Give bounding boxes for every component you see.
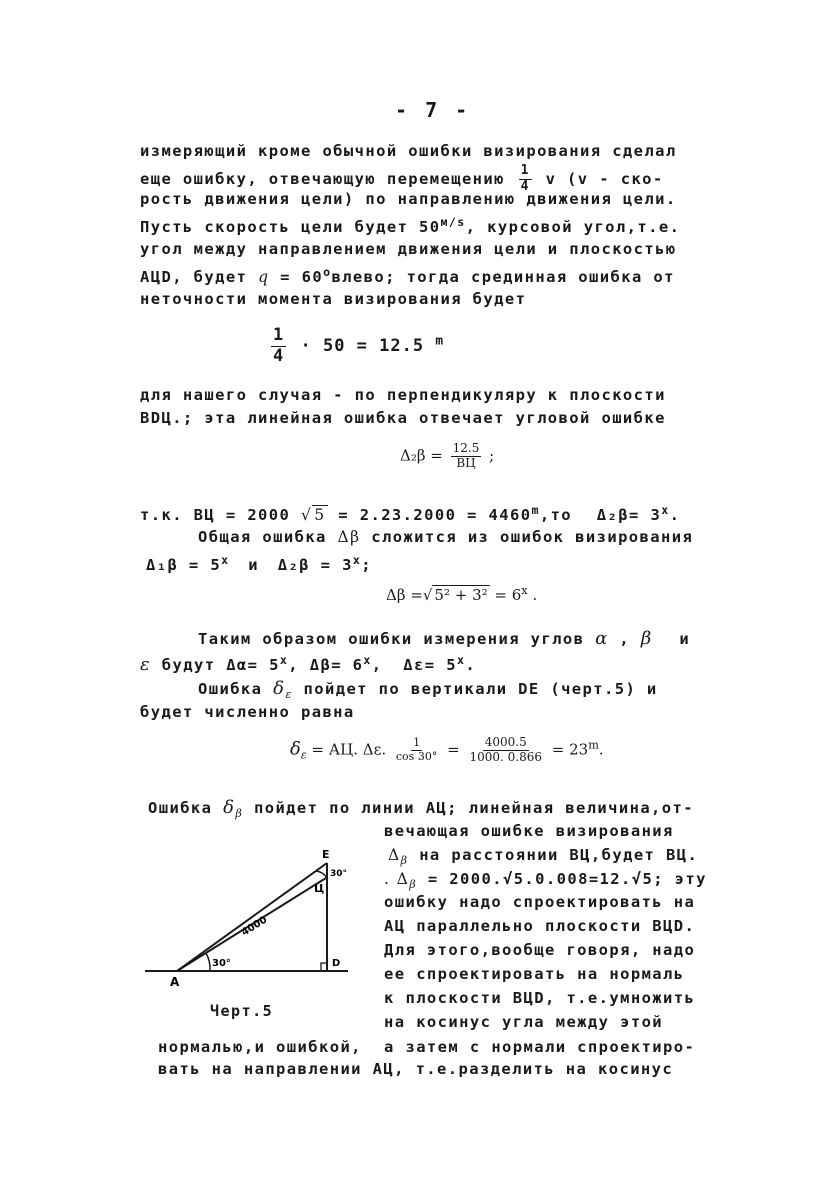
takim-a: Таким образом ошибки измерения углов bbox=[198, 630, 585, 648]
formula-3-x: x bbox=[521, 584, 528, 597]
obsh-c: сложится из ошибок визирования bbox=[371, 528, 694, 546]
right-delta-2-sub: β bbox=[409, 878, 418, 892]
speed-text: Пусть скорость цели будет 50 bbox=[140, 218, 441, 237]
text-line-d1 bbox=[146, 553, 372, 574]
right-line-10: а затем с нормали спроектиро- bbox=[384, 1038, 696, 1056]
right-delta: Δ bbox=[388, 846, 401, 864]
d1-x2: x bbox=[352, 553, 362, 567]
formula-3-lhs: Δβ = bbox=[386, 586, 423, 604]
right-line-3-text: = 2000.√5.0.008=12.√5; эту bbox=[427, 870, 707, 888]
d1-b: и bbox=[248, 556, 259, 575]
osh-de-a: Ошибка bbox=[198, 680, 263, 698]
formula-2-fraction bbox=[451, 442, 482, 471]
line-a-e bbox=[177, 863, 327, 971]
formula-1 bbox=[268, 326, 444, 366]
speed-unit: м/s bbox=[440, 215, 466, 229]
text-line-obsh bbox=[198, 528, 693, 546]
length-label: 4000 bbox=[239, 914, 270, 939]
eps-d: Δβ= 6 bbox=[309, 656, 364, 675]
formula-4-result: = 23 bbox=[551, 740, 589, 759]
tk-c: ,то bbox=[539, 506, 573, 525]
osh-ac-b: пойдет по линии АЦ; линейная величина,от- bbox=[253, 799, 694, 817]
right-line-5: АЦ параллельно плоскости ВЦD. bbox=[384, 917, 696, 935]
eps-x2: x bbox=[363, 653, 372, 667]
plane-text: АЦD, будет bbox=[140, 268, 248, 287]
bottom-left-text: нормалью,и ошибкой, bbox=[158, 1038, 362, 1056]
label-d: D bbox=[332, 958, 341, 969]
eps-e: , bbox=[371, 656, 383, 675]
tk-unit: m bbox=[531, 503, 540, 517]
formula-3-rhs: = 6 bbox=[494, 586, 522, 604]
formula-2 bbox=[400, 442, 494, 471]
direction-text: влево; тогда срединная ошибка от bbox=[331, 268, 675, 287]
tk-sqrt-arg: 5 bbox=[314, 506, 326, 525]
formula-4-unit: m bbox=[588, 738, 599, 752]
text-line-1: измеряющий кроме обычной ошибки визирования сделал bbox=[140, 142, 677, 160]
formula-3-sqrt: 5² + 3² bbox=[434, 586, 488, 604]
quarter-num: 1 bbox=[520, 163, 530, 178]
right-line-1: вечающая ошибке визирования bbox=[384, 822, 674, 840]
formula-4-f2-den: 1000. 0.866 bbox=[469, 749, 542, 764]
formula-4-f2-num: 4000.5 bbox=[484, 735, 527, 749]
eps-symbol: ε bbox=[140, 654, 152, 676]
osh-ac-a: Ошибка bbox=[148, 799, 213, 817]
text-line-3: рость движения цели) по направлению движения цели. bbox=[140, 190, 677, 208]
tk-x: x bbox=[661, 503, 670, 517]
tk-a: т.к. ВЦ = 2000 bbox=[140, 506, 291, 525]
right-line-2-text: на расстоянии ВЦ,будет ВЦ. bbox=[419, 846, 699, 864]
formula-4-eq2: = bbox=[447, 740, 460, 759]
tk-b: = 2.23.2000 = 4460 bbox=[338, 506, 532, 525]
eps-f: Δε= 5 bbox=[403, 656, 457, 675]
text-line-5: угол между направлением движения цели и плоскостью bbox=[140, 240, 677, 258]
obsh-a: Общая ошибка bbox=[198, 528, 327, 546]
right-line-4: ошибку надо спроектировать на bbox=[384, 893, 696, 911]
d1-a: Δ₁β = 5 bbox=[146, 556, 222, 575]
page-number: - 7 - bbox=[395, 98, 471, 122]
right-line-3 bbox=[384, 870, 707, 891]
text-line-osh-ac bbox=[148, 797, 694, 820]
label-c: Ц bbox=[314, 882, 325, 895]
text-line-2-b: v (v - ско- bbox=[545, 169, 664, 188]
figure-5 bbox=[140, 840, 370, 990]
quarter-den: 4 bbox=[520, 178, 530, 194]
right-delta-2: . Δ bbox=[384, 870, 410, 888]
formula-1-fraction bbox=[271, 326, 286, 366]
eps-x3: x bbox=[456, 653, 466, 667]
eps-g: . bbox=[465, 656, 477, 675]
formula-4-lsub: ε bbox=[300, 748, 307, 762]
formula-1-rest: · 50 = 12.5 bbox=[300, 336, 425, 357]
beta-symbol: β bbox=[640, 628, 653, 649]
right-line-9: на косинус угла между этой bbox=[384, 1013, 664, 1031]
formula-4-tail: . bbox=[598, 740, 604, 759]
delta-beta-sub: β bbox=[235, 807, 244, 821]
text-line-8: для нашего случая - по перпендикуляру к плоскости bbox=[140, 386, 666, 404]
angle-label-a: 30° bbox=[212, 958, 231, 969]
right-line-6: Для этого,вообще говоря, надо bbox=[384, 941, 696, 959]
text-line-2-a: еще ошибку, отвечающую перемещению bbox=[140, 169, 505, 188]
text-line-budet: будет численно равна bbox=[140, 703, 355, 721]
text-line-6 bbox=[140, 265, 675, 286]
text-line-osh-de bbox=[198, 678, 658, 701]
formula-2-lhs: Δ₂β = bbox=[400, 446, 443, 465]
angle-label-e: 30° bbox=[330, 869, 348, 879]
last-line: вать на направлении АЦ, т.е.разделить на косинус bbox=[158, 1060, 674, 1078]
eps-x1: x bbox=[279, 653, 289, 667]
formula-1-unit: m bbox=[435, 333, 445, 349]
formula-4-fraction-1 bbox=[394, 737, 439, 763]
label-e: E bbox=[322, 848, 330, 861]
right-delta-sub: β bbox=[400, 854, 409, 868]
formula-1-den: 4 bbox=[273, 345, 285, 366]
formula-4-eq: = АЦ. Δε. bbox=[311, 740, 387, 759]
delta-epsilon-symbol: δ bbox=[273, 678, 286, 699]
osh-de-b: пойдет по вертикали DE (черт.5) и bbox=[303, 680, 658, 698]
delta-beta-symbol: δ bbox=[223, 797, 236, 818]
formula-2-tail: ; bbox=[489, 446, 495, 465]
d1-d: ; bbox=[361, 556, 372, 575]
eps-a: будут bbox=[161, 656, 216, 675]
text-line-tk bbox=[140, 503, 680, 524]
formula-4-f1-den: cos 30° bbox=[395, 749, 438, 763]
tk-e: . bbox=[669, 506, 681, 525]
alpha-symbol: α bbox=[595, 628, 609, 649]
tk-sqrt: √ 5 bbox=[300, 506, 326, 525]
formula-4-f1-num: 1 bbox=[413, 736, 421, 750]
text-line-7: неточности момента визирования будет bbox=[140, 290, 527, 308]
formula-2-den: ВЦ bbox=[456, 455, 476, 470]
angle-value: = 60 bbox=[280, 268, 324, 287]
text-line-9: BDЦ.; эта линейная ошибка отвечает угловой ошибке bbox=[140, 409, 666, 427]
right-line-7: ее спроектировать на нормаль bbox=[384, 965, 685, 983]
figure-caption: Черт.5 bbox=[210, 1002, 274, 1020]
takim-and: и bbox=[679, 630, 691, 648]
text-line-4 bbox=[140, 215, 680, 236]
takim-comma: , bbox=[619, 630, 631, 648]
text-line-takim bbox=[198, 628, 690, 649]
formula-4-fraction-2 bbox=[467, 736, 544, 765]
d1-c: Δ₂β = 3 bbox=[277, 556, 353, 575]
label-a: A bbox=[170, 975, 180, 989]
angle-arc-e bbox=[316, 871, 327, 878]
eps-c: , bbox=[288, 656, 299, 675]
right-line-8: к плоскости ВЦD, т.е.умножить bbox=[384, 989, 696, 1007]
text-line-eps bbox=[140, 653, 476, 675]
d1-x1: x bbox=[221, 553, 230, 567]
formula-4 bbox=[290, 736, 604, 765]
course-angle-text: , курсовой угол,т.е. bbox=[465, 218, 681, 237]
delta-epsilon-sub: ε bbox=[285, 688, 293, 702]
formula-3: Δβ =√ $5^2 + 3^2 = 6^x$ . bbox=[386, 584, 538, 604]
right-line-2 bbox=[388, 846, 698, 867]
formula-2-num: 12.5 bbox=[452, 441, 480, 455]
obsh-delta-beta: Δβ bbox=[337, 528, 361, 546]
formula-1-num: 1 bbox=[273, 325, 285, 345]
formula-3-tail: . bbox=[532, 586, 538, 604]
q-symbol: q bbox=[258, 268, 270, 287]
degree-symbol: o bbox=[323, 265, 332, 279]
eps-b: Δα= 5 bbox=[226, 656, 280, 675]
tk-d: Δ₂β= 3 bbox=[596, 506, 662, 525]
angle-arc-a bbox=[206, 953, 210, 971]
formula-4-lhs: δ bbox=[290, 738, 301, 760]
